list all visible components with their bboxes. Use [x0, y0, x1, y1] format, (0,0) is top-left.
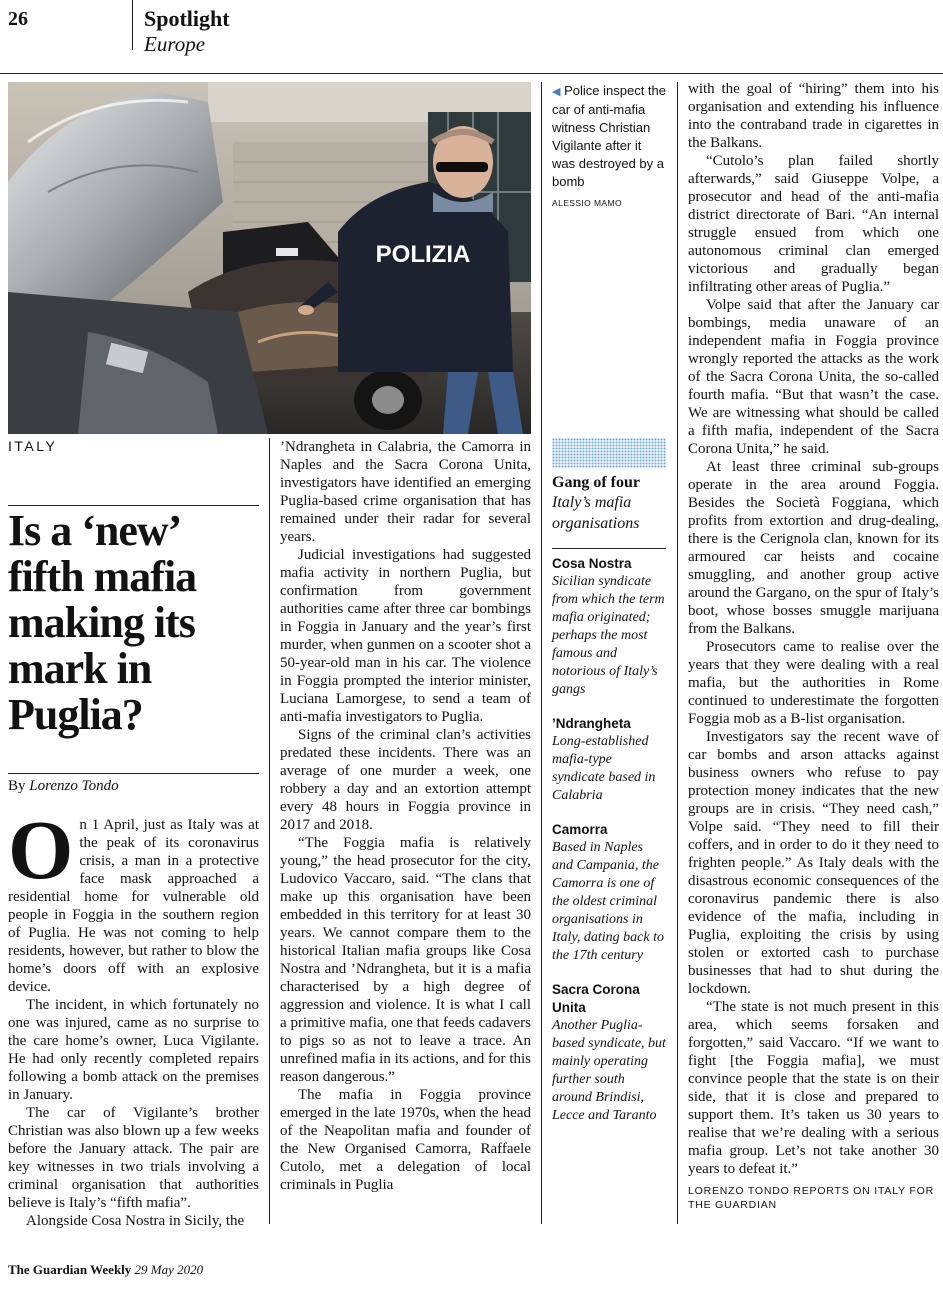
entry-description: Another Puglia-based syndicate, but mainly operating further south around Brindisi, Lecce and Taranto	[552, 1018, 666, 1123]
article-paragraph: ’Ndrangheta in Calabria, the Camorra in Naples and the Sacra Corona Unita, investigators have identified an emerging Puglia-based crime organisation that has remained under their radar for several years.	[280, 439, 531, 545]
photo-caption	[552, 82, 668, 212]
sidebar-subtitle: Italy’s mafia organisations	[552, 494, 640, 532]
paragraph-text: n 1 April, just as Italy was at the peak of its coronavirus crisis, a man in a protective face mask approached a residential home for vulnerable old people in Foggia in the southern region of Puglia. He was not coming to help residents, however, but rather to blow the home’s doors off with an explosive device.	[8, 817, 259, 995]
author-signoff: LORENZO TONDO REPORTS ON ITALY FOR THE GUARDIAN	[688, 1185, 934, 1211]
sidebar-entry	[552, 715, 666, 805]
article-paragraph: Prosecutors came to realise over the years that they were dealing with a real mafia, but the authorities in Rome continued to underestimate the forgotten Foggia mob as a B-list organisation.	[688, 639, 939, 727]
article-kicker: ITALY	[8, 438, 58, 454]
article-paragraph: “Cutolo’s plan failed shortly afterwards,” said Giuseppe Volpe, a prosecutor and head of the anti-mafia district directorate of Bari. “An internal struggle ensued from which one autonomous criminal clan emerged victorious and gradually began infiltrating other areas of Puglia.”	[688, 153, 939, 295]
entry-name: ’Ndrangheta	[552, 716, 631, 731]
byline-prefix: By	[8, 778, 26, 794]
polizia-jacket-text: POLIZIA	[375, 241, 471, 268]
police-car-photo	[8, 82, 531, 434]
sidebar-title: Gang of four	[552, 474, 640, 491]
publication-date: 29 May 2020	[134, 1262, 204, 1277]
article-paragraph: Volpe said that after the January car bombings, media unaware of an independent mafia in Foggia province wrongly reported the attacks as the work of the Sacra Corona Unita, the so-called fourth mafia. “But that wasn’t the case. We are witnessing what should be called a fifth mafia, independent of the Sacra Corona Unita,” he said.	[688, 297, 939, 457]
publication-name: The Guardian Weekly	[8, 1262, 132, 1277]
article-paragraph: The mafia in Foggia province emerged in the late 1970s, when the head of the Neapolitan mafia and founder of the New Organised Camorra, Raffaele Cutolo, met a delegation of local criminals in Puglia	[280, 1087, 531, 1193]
sidebar-entry	[552, 555, 666, 699]
section-subtitle: Europe	[144, 32, 206, 56]
article-paragraph: “The state is not much present in this area, which seems forsaken and forgotten,” said Vaccaro. “If we want to fight [the Foggia mafia], we must convince people that the state is on their side, that it is close and prepared to support them. It’s taken us 30 years to realise that we’re dealing with a serious mafia group. Let’s not take another 30 years to defeat it.”	[688, 999, 939, 1177]
entry-description: Sicilian syndicate from which the term mafia originated; perhaps the most famous and notorious of Italy’s gangs	[552, 574, 665, 697]
column-divider	[269, 438, 270, 1224]
article-paragraph: “The Foggia mafia is relatively young,” the head prosecutor for the city, Ludovico Vaccaro, said. “The clans that make up this organisation have been embedded in this territory for at least 30 years. We cannot compare them to the historical Italian mafia groups like Cosa Nostra and ’Ndrangheta, but it is a mafia characterised by a high degree of aggression and violence. It is what I call a primitive mafia, one that feeds cadavers to pigs so as not to leave a trace. An unrefined mafia in its actions, and for this reason dangerous.”	[280, 835, 531, 1085]
article-paragraph: At least three criminal sub-groups operate in the area around Foggia. Besides the Società Foggiana, which profits from extortion and drug-dealing, there is the Cerignola clan, known for its armoured car heists and cocaine smuggling, and another group active around the Gargano, on the spur of Italy’s boot, whose bosses smuggle marijuana from the Balkans.	[688, 459, 939, 637]
article-paragraph: with the goal of “hiring” them into his organisation and extending his influence into the contraband trade in cigarettes in the Balkans.	[688, 81, 939, 151]
article-paragraph	[8, 816, 259, 996]
article-paragraph: The incident, in which fortunately no one was injured, came as no surprise to the care home’s owner, Luca Vigilante. He had only recently completed repairs following a bomb attack on the premises in January.	[8, 997, 259, 1103]
sidebar-entry	[552, 981, 666, 1125]
article-paragraph: Signs of the criminal clan’s activities predated these incidents. There was an average of one murder a week, one robbery a day and an extortion attempt every 48 hours in Foggia province in 2017 and 2018.	[280, 727, 531, 833]
article-paragraph: The car of Vigilante’s brother Christian was also blown up a few weeks before the January attack. The pair are key witnesses in two trials involving a criminal organisation that authorities believe is Italy’s “fifth mafia”.	[8, 1105, 259, 1211]
drop-cap: O	[8, 816, 74, 897]
column-divider	[541, 82, 542, 1224]
headline-bottom-rule	[8, 773, 259, 774]
caption-arrow-icon: ◀	[552, 86, 561, 98]
byline	[8, 778, 119, 795]
byline-author: Lorenzo Tondo	[29, 778, 119, 794]
article-paragraph: Investigators say the recent wave of car bombs and arson attacks against business owners who refuse to pay protection money indicates that the new groups are in crisis. “They need cash,” Volpe said. “They need to fill their coffers, and in order to do it they need to frighten people.” As Italy deals with the disastrous economic consequences of the coronavirus pandemic there is also evidence of the mafia, including in Puglia, exploiting the crisis by using stolen or extorted cash to purchase businesses that had to shut during the lockdown.	[688, 729, 939, 997]
entry-name: Camorra	[552, 822, 608, 837]
article-column-2	[280, 438, 531, 1228]
column-divider	[677, 82, 678, 1224]
article-column-1	[8, 816, 259, 1228]
entry-description: Long-established mafia-type syndicate based in Calabria	[552, 734, 656, 803]
article-column-4	[688, 80, 939, 1228]
sidebar-rule	[552, 548, 666, 549]
entry-name: Cosa Nostra	[552, 556, 632, 571]
article-headline: Is a ‘new’ fifth mafia making its mark in Puglia?	[8, 506, 197, 739]
article-paragraph: Judicial investigations had suggested mafia activity in northern Puglia, but confirmation from government authorities came after three car bombings in Foggia in January and the year’s first murder, when gunmen on a scooter shot a 50-year-old man in his car. The violence in Foggia prompted the interior minister, Luciana Lamorgese, to send a team of anti-mafia investigators to Puglia.	[280, 547, 531, 725]
page-footer	[8, 1262, 203, 1278]
page-header	[0, 0, 943, 74]
caption-text: Police inspect the car of anti-mafia witness Christian Vigilante after it was destroyed by a bomb	[552, 83, 666, 189]
page-number: 26	[8, 8, 28, 30]
entry-name: Sacra Corona Unita	[552, 982, 640, 1015]
header-divider	[132, 0, 133, 50]
section-title: Spotlight	[144, 6, 230, 31]
sidebar-entry	[552, 821, 666, 965]
gang-of-four-sidebar	[552, 438, 666, 1141]
photo-credit: ALESSIO MAMO	[552, 198, 622, 208]
dotted-pattern	[552, 438, 666, 468]
entry-description: Based in Naples and Campania, the Camorra is one of the oldest criminal organisations in Italy, dating back to the 17th century	[552, 840, 664, 963]
article-photo	[8, 82, 531, 434]
article-paragraph: Alongside Cosa Nostra in Sicily, the	[26, 1213, 245, 1228]
